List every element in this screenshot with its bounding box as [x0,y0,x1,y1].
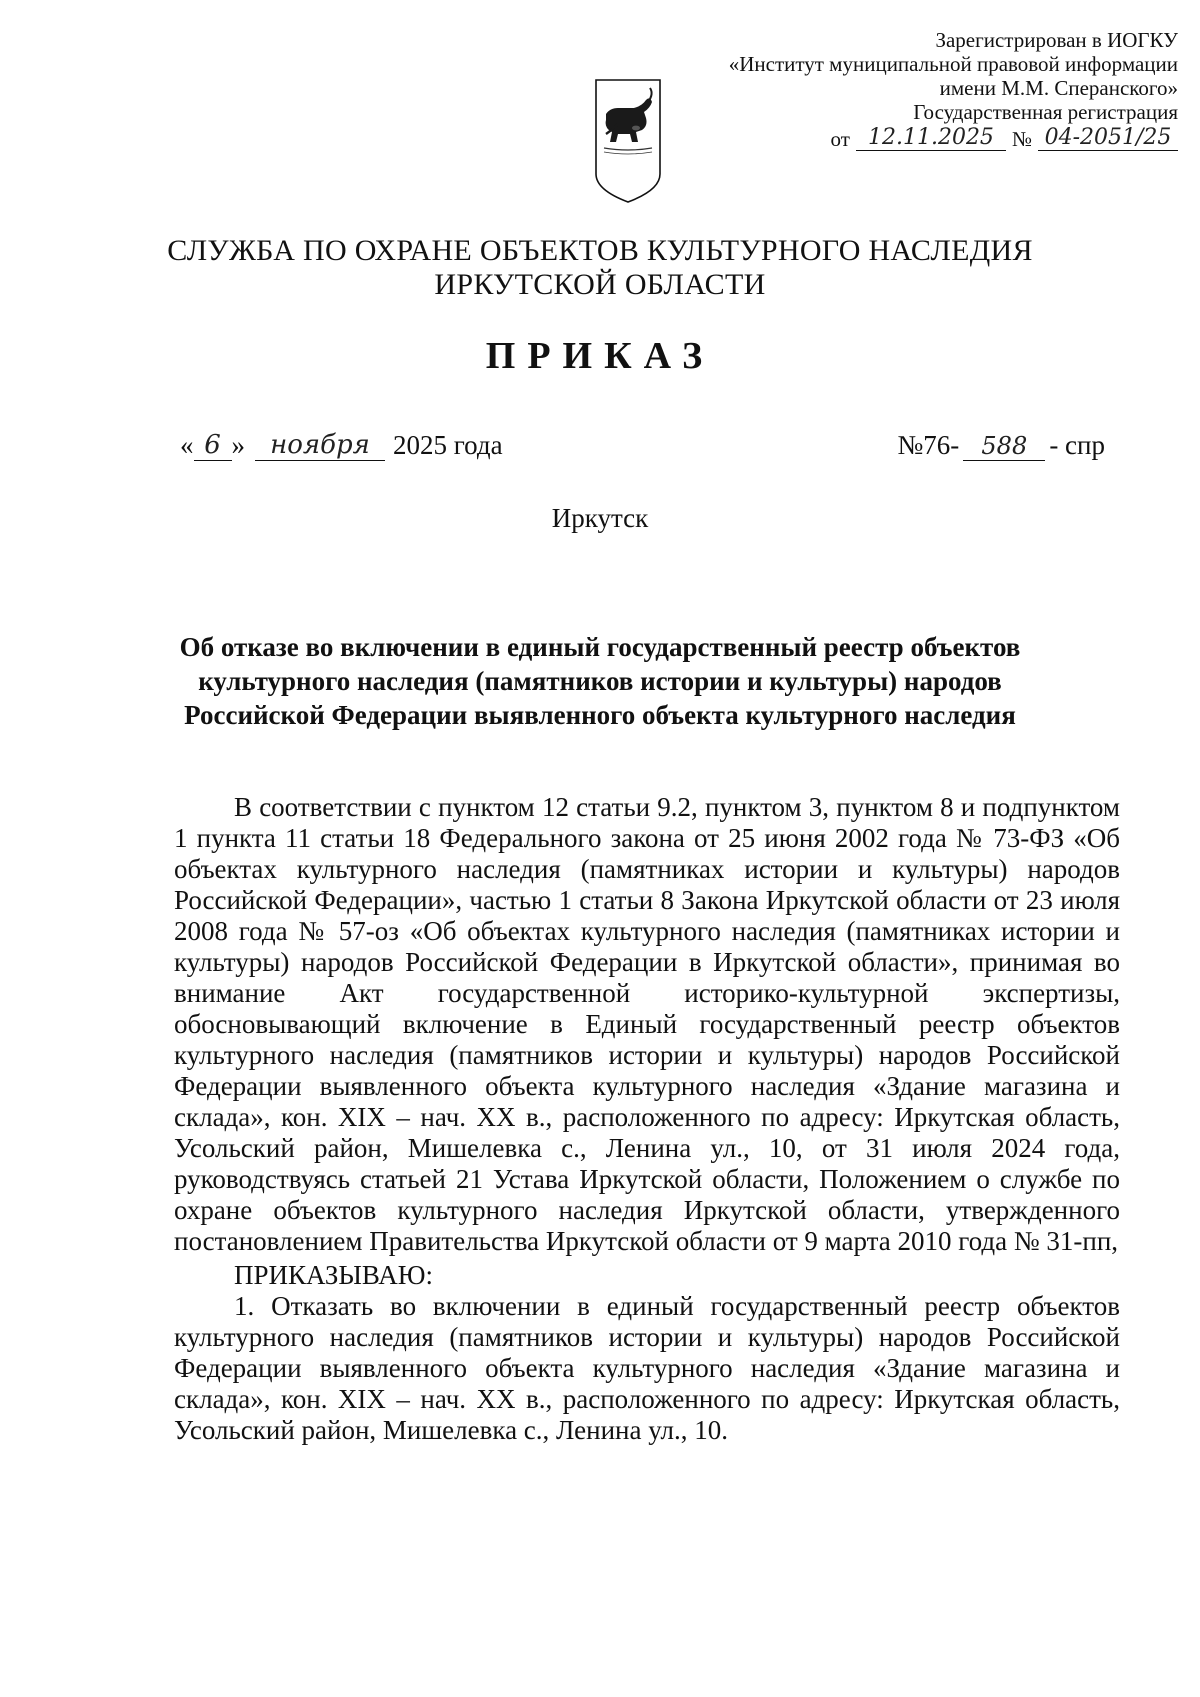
date-month-handwritten: ноября [255,430,385,461]
subject-line-2: культурного наследия (памятников истории и культуры) народов [198,666,1002,696]
coat-of-arms-icon [592,78,664,206]
order-number-handwritten: 588 [963,432,1045,461]
order-number [898,430,1105,461]
order-body [174,792,1120,1446]
order-date [180,430,503,461]
order-word: ПРИКАЗЫВАЮ: [234,1260,433,1290]
registration-date-number-row [658,126,1178,151]
order-number-suffix: - спр [1049,430,1105,460]
date-day-handwritten: 6 [194,430,232,461]
order-number-prefix: №76- [897,430,960,460]
subject-line-1: Об отказе во включении в единый государственный реестр объектов [179,632,1021,662]
registration-date-handwritten: 12.11.2025 [856,126,1006,151]
registration-line-3: имени М.М. Сперанского» [939,76,1178,100]
registration-number-label: № [1011,127,1032,151]
registration-from-label: от [830,127,850,151]
date-year: 2025 года [393,430,503,460]
preamble-paragraph: В соответствии с пунктом 12 статьи 9.2, пунктом 3, пунктом 8 и подпунктом 1 пункта 11 статьи 18 Федерального закона от 25 июня 2002 года № 73-ФЗ «Об объектах культурного наследия (памятниках истории и культуры) народов Российской Федерации», частью 1 статьи 8 Закона Иркутской области от 23 июля 2008 года № 57-оз «Об объектах культурного наследия (памятниках истории и культуры) народов Российской Федерации в Иркутской области», принимая во внимание Акт государственной историко-культурной экспертизы, обосновывающий включение в Единый государственный реестр объектов культурного наследия (памятников истории и культуры) народов Российской Федерации выявленного объекта культурного наследия «Здание магазина и склада», кон. XIX – нач. XX в., расположенного по адресу: Иркутская область, Усольский район, Мишелевка с., Ленина ул., 10, от 31 июля 2024 года, руководствуясь статьей 21 Устава Иркутской области, Положением о службе по охране объектов культурного наследия Иркутской области, утвержденного постановлением Правительства Иркутской области от 9 марта 2010 года № 31-пп, [174,792,1120,1256]
organization-title-line-1: СЛУЖБА ПО ОХРАНЕ ОБЪЕКТОВ КУЛЬТУРНОГО НАСЛЕДИЯ [167,234,1033,267]
organization-title [0,234,1200,302]
registration-line-1: Зарегистрирован в ИОГКУ [935,28,1178,52]
order-subject [120,630,1080,732]
subject-line-3: Российской Федерации выявленного объекта культурного наследия [184,700,1016,730]
registration-line-2: «Институт муниципальной правовой информации [728,52,1178,76]
city-name: Иркутск [551,503,649,533]
order-item-1: 1. Отказать во включении в единый государственный реестр объектов культурного наследия (памятников истории и культуры) народов Российской Федерации выявленного объекта культурного наследия «Здание магазина и склада», кон. XIX – нач. XX в., расположенного по адресу: Иркутская область, Усольский район, Мишелевка с., Ленина ул., 10. [174,1291,1120,1445]
registration-line-4: Государственная регистрация [913,100,1178,124]
document-type-heading: ПРИКАЗ [485,335,715,377]
registration-number-handwritten: 04-2051/25 [1038,126,1178,151]
date-close-quote: » [231,430,245,460]
registration-stamp [658,28,1178,151]
date-open-quote: « [180,430,194,460]
organization-title-line-2: ИРКУТСКОЙ ОБЛАСТИ [434,268,766,301]
